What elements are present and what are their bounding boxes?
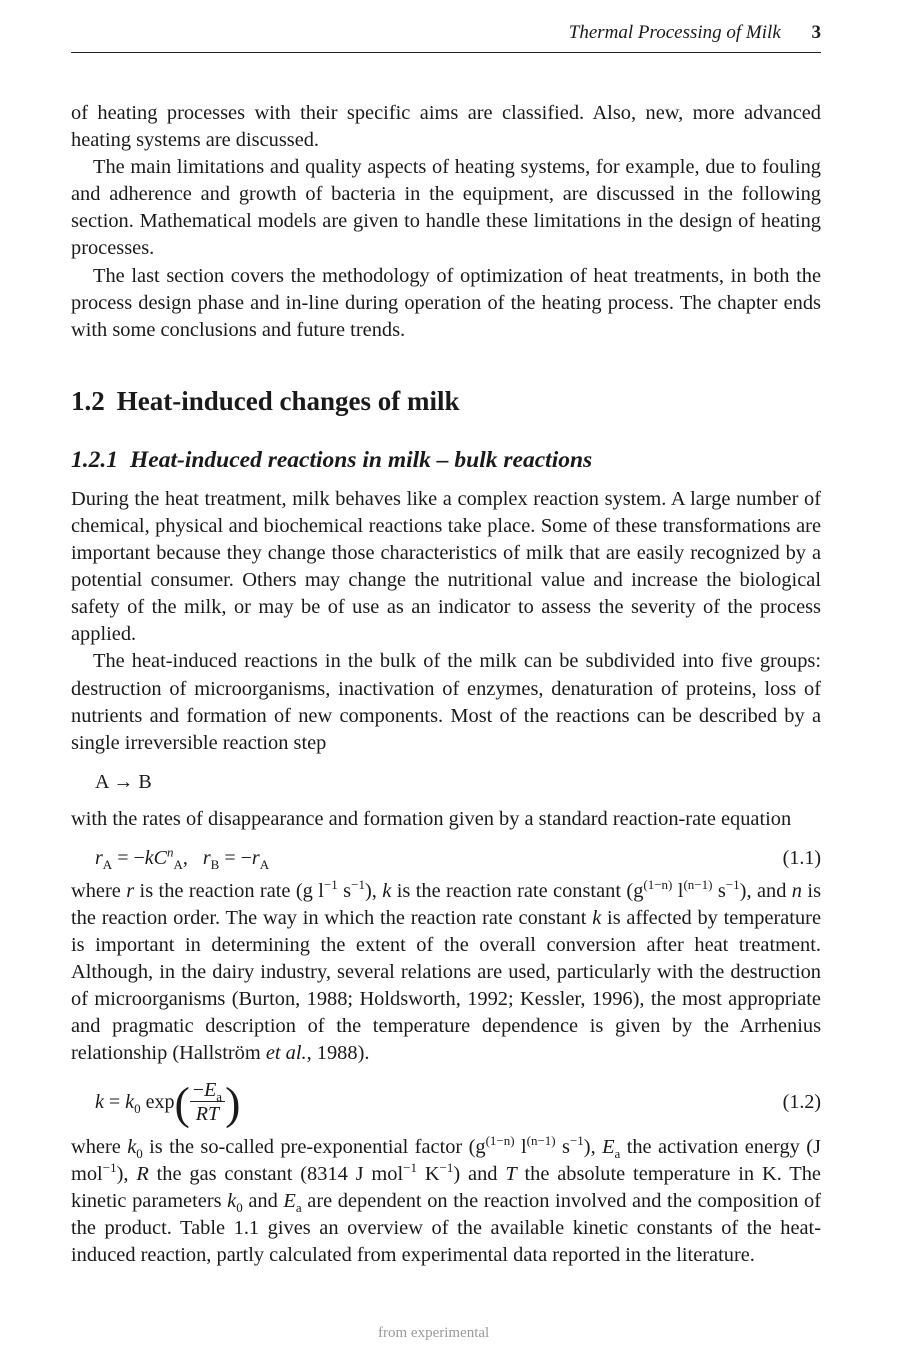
paragraph: with the rates of disappearance and formation given by a standard reaction-rate equation [71, 807, 792, 830]
section-heading [71, 386, 821, 417]
running-head-title: Thermal Processing of Milk [568, 22, 781, 43]
equation-number: (1.2) [782, 1090, 821, 1113]
equation-number: (1.1) [782, 846, 821, 869]
section-title: Heat-induced changes of milk [116, 385, 460, 416]
running-head [71, 22, 821, 53]
paragraph: of heating processes with their specific aims are classified. Also, new, more advanced heating systems are discussed. [71, 102, 821, 152]
paragraph: The last section covers the methodology of optimization of heat treatments, in both the process design phase and in-line during operation of the heating process. The chapter ends with some conclusions and future trends. [71, 264, 821, 341]
subsection-heading [71, 447, 821, 474]
equation-1-2: $k = k_0$ exp( $\frac{-E_a}{RT}$ ) (1.2) [71, 1074, 821, 1130]
subsection-number: 1.2.1 [71, 446, 118, 473]
section-number: 1.2 [71, 385, 105, 416]
paragraph: During the heat treatment, milk behaves like a complex reaction system. A large number of chemical, physical and biochemical reactions take place. Some of these transformations are important because they change those characteristics of milk that are easily recognized by a potential consumer. Others may change the nutritional value and increase the biological safety of the milk, or may be of use as an indicator to assess the severity of the process applied. [71, 487, 821, 646]
paragraph: The heat-induced reactions in the bulk of the milk can be subdivided into five groups: destruction of microorganisms, inactivation of enzymes, denaturation of proteins, loss of nutrients and formation of new components. Most of the reactions can be described by a single irreversible reaction step [71, 650, 821, 754]
reaction-equation: A → B [95, 770, 152, 793]
equation-1-1: $r_A = -kC^n_A$, $r_B = -r_A$ (1.1) [95, 844, 821, 872]
subsection-title: Heat-induced reactions in milk – bulk reactions [130, 446, 593, 473]
page-number: 3 [811, 22, 821, 43]
fraction: $\frac{-E_a}{RT}$ [190, 1079, 225, 1126]
paragraph: where $k_0$ is the so-called pre-exponential factor ($g^{(1-n)}$ $l^{(n-1)}$ $s^{-1}$), $E_a$ the activation energy (J mol$^{-1}$), R the gas constant (8314 J mol$^{-1}$ $K^{-1}$) and T the absolute temperature in K. The kinetic parameters $k_0$ and $E_a$ are dependent on the reaction involved and the composition of the product. Table 1.1 gives an overview of the available kinetic constants of the heat-induced reaction, partly calculated from experimental data reported in the literature. [71, 1132, 822, 1266]
watermark: from experimental [378, 1325, 490, 1341]
page-body [71, 100, 821, 1269]
paragraph: The main limitations and quality aspects of heating systems, for example, due to fouling and adherence and growth of bacteria in the equipment, are discussed in the following section. Mathematical models are given to handle these limitations in the design of heating processes. [71, 156, 821, 260]
paragraph: where r is the reaction rate (g $l^{-1}$ $s^{-1}$), k is the reaction rate constant ($g^{(1-n)}$ $l^{(n-1)}$ $s^{-1}$), and n is the reaction order. The way in which the reaction rate constant k is affected by temperature is important in determining the extent of the overall conversion after heat treatment. Although, in the dairy industry, several relations are used, particularly with the destruction of microorganisms (Burton, 1988; Holdsworth, 1992; Kessler, 1996), the most appropriate and pragmatic description of the temperature dependence is given by the Arrhenius relationship (Hallström et al., 1988). [71, 877, 822, 1065]
